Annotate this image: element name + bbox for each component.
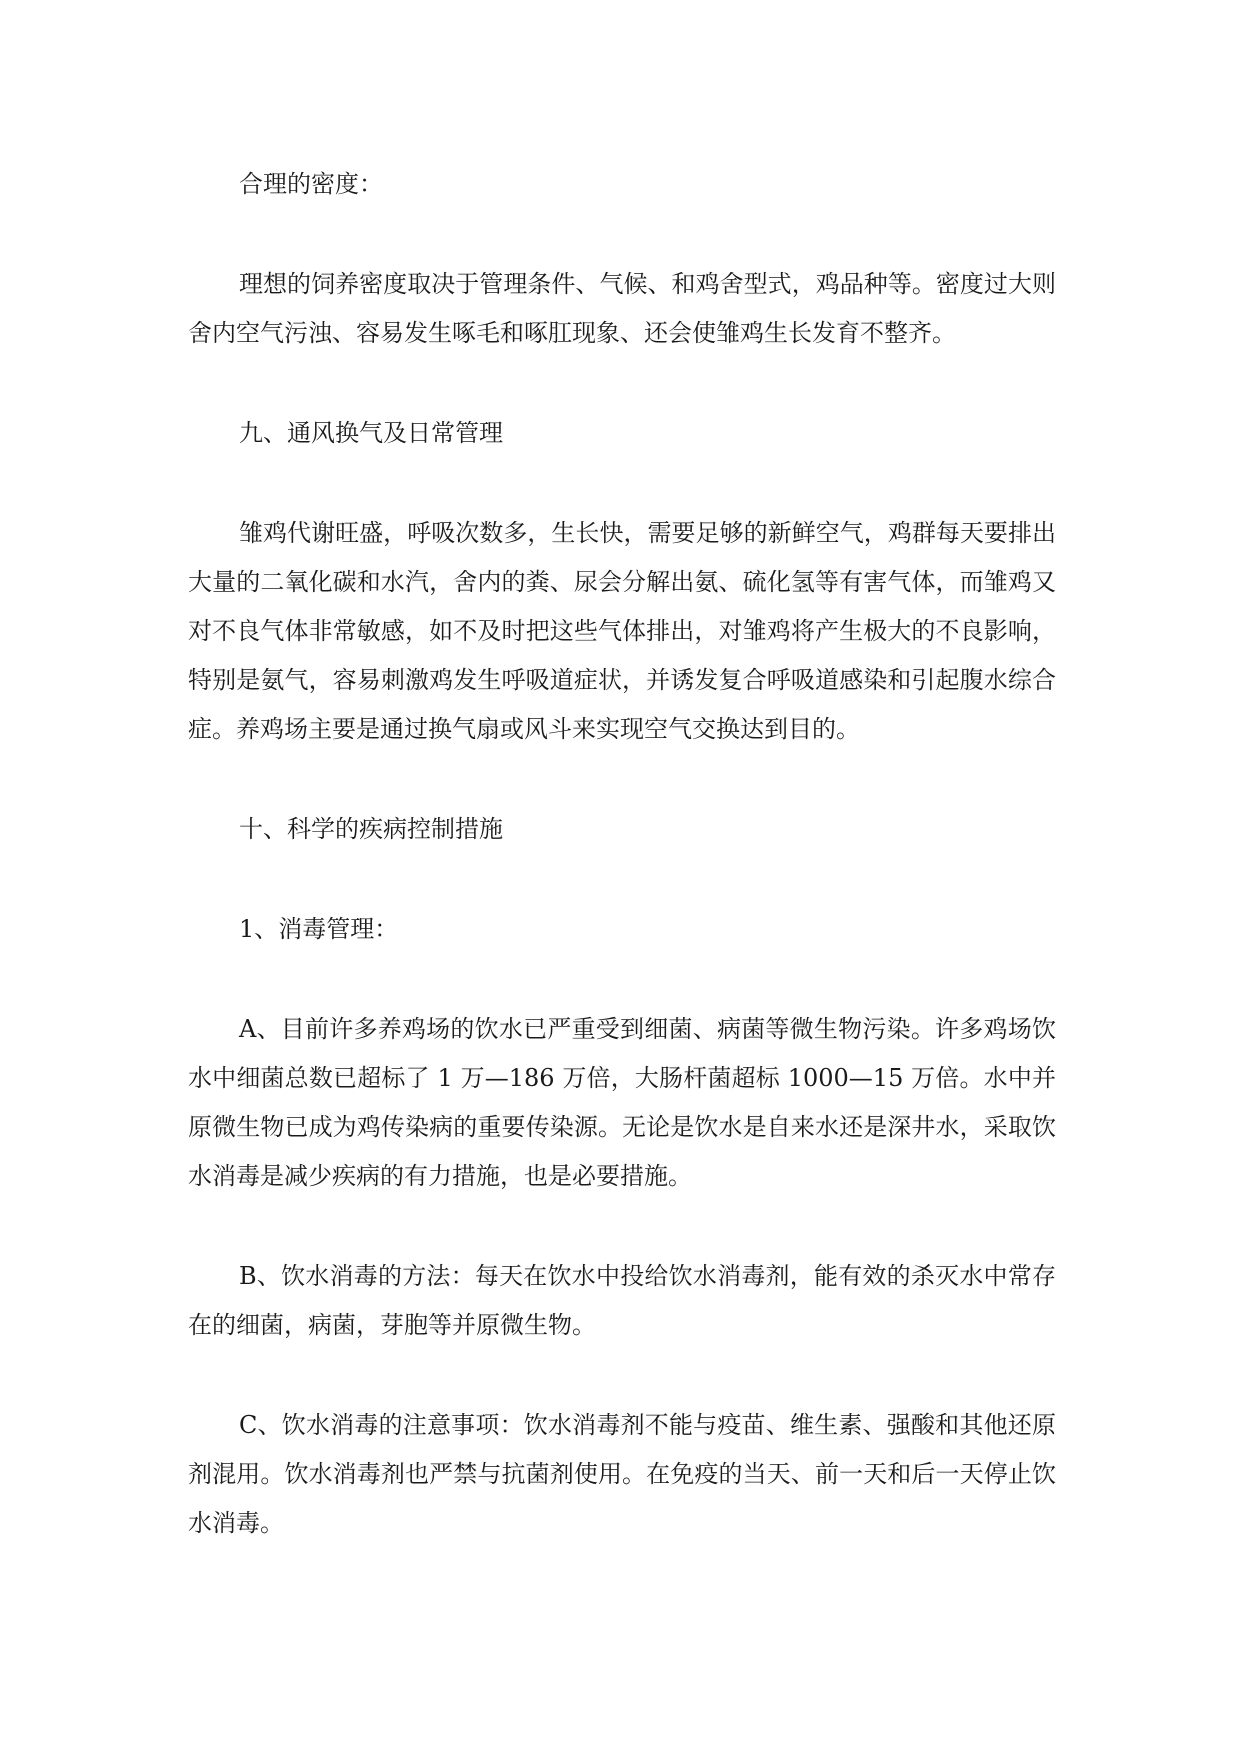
spacer	[188, 854, 1056, 905]
paragraph-disinfection-a: A、目前许多养鸡场的饮水已严重受到细菌、病菌等微生物污染。许多鸡场饮水中细菌总数已超标了 1 万—186 万倍，大肠杆菌超标 1000—15 万倍。水中并原微生物已成为鸡传染病的重要传染源。无论是饮水是自来水还是深井水，采取饮水消毒是减少疾病的有力措施，也是必要措施。	[188, 1015, 1056, 1190]
paragraph-disinfection-b: B、饮水消毒的方法：每天在饮水中投给饮水消毒剂，能有效的杀灭水中常存在的细菌，病菌，芽胞等并原微生物。	[188, 1262, 1056, 1339]
document-page	[188, 160, 1056, 1548]
spacer	[188, 954, 1056, 1005]
spacer	[188, 754, 1056, 805]
spacer	[188, 209, 1056, 260]
heading-ventilation: 九、通风换气及日常管理	[239, 419, 503, 447]
heading-disease-control: 十、科学的疾病控制措施	[239, 815, 503, 843]
spacer	[188, 358, 1056, 409]
paragraph-disinfection-c: C、饮水消毒的注意事项：饮水消毒剂不能与疫苗、维生素、强酸和其他还原剂混用。饮水消毒剂也严禁与抗菌剂使用。在免疫的当天、前一天和后一天停止饮水消毒。	[188, 1411, 1056, 1537]
heading-disinfection: 1、消毒管理：	[239, 915, 399, 943]
spacer	[188, 1201, 1056, 1252]
spacer	[188, 1350, 1056, 1401]
spacer	[188, 458, 1056, 509]
paragraph-density: 理想的饲养密度取决于管理条件、气候、和鸡舍型式，鸡品种等。密度过大则舍内空气污浊、容易发生啄毛和啄肛现象、还会使雏鸡生长发育不整齐。	[188, 270, 1056, 347]
heading-density: 合理的密度：	[239, 170, 383, 198]
paragraph-ventilation: 雏鸡代谢旺盛，呼吸次数多，生长快，需要足够的新鲜空气，鸡群每天要排出大量的二氧化碳和水汽，舍内的粪、尿会分解出氨、硫化氢等有害气体，而雏鸡又对不良气体非常敏感，如不及时把这些气体排出，对雏鸡将产生极大的不良影响，特别是氨气，容易刺激鸡发生呼吸道症状，并诱发复合呼吸道感染和引起腹水综合症。养鸡场主要是通过换气扇或风斗来实现空气交换达到目的。	[188, 519, 1056, 743]
